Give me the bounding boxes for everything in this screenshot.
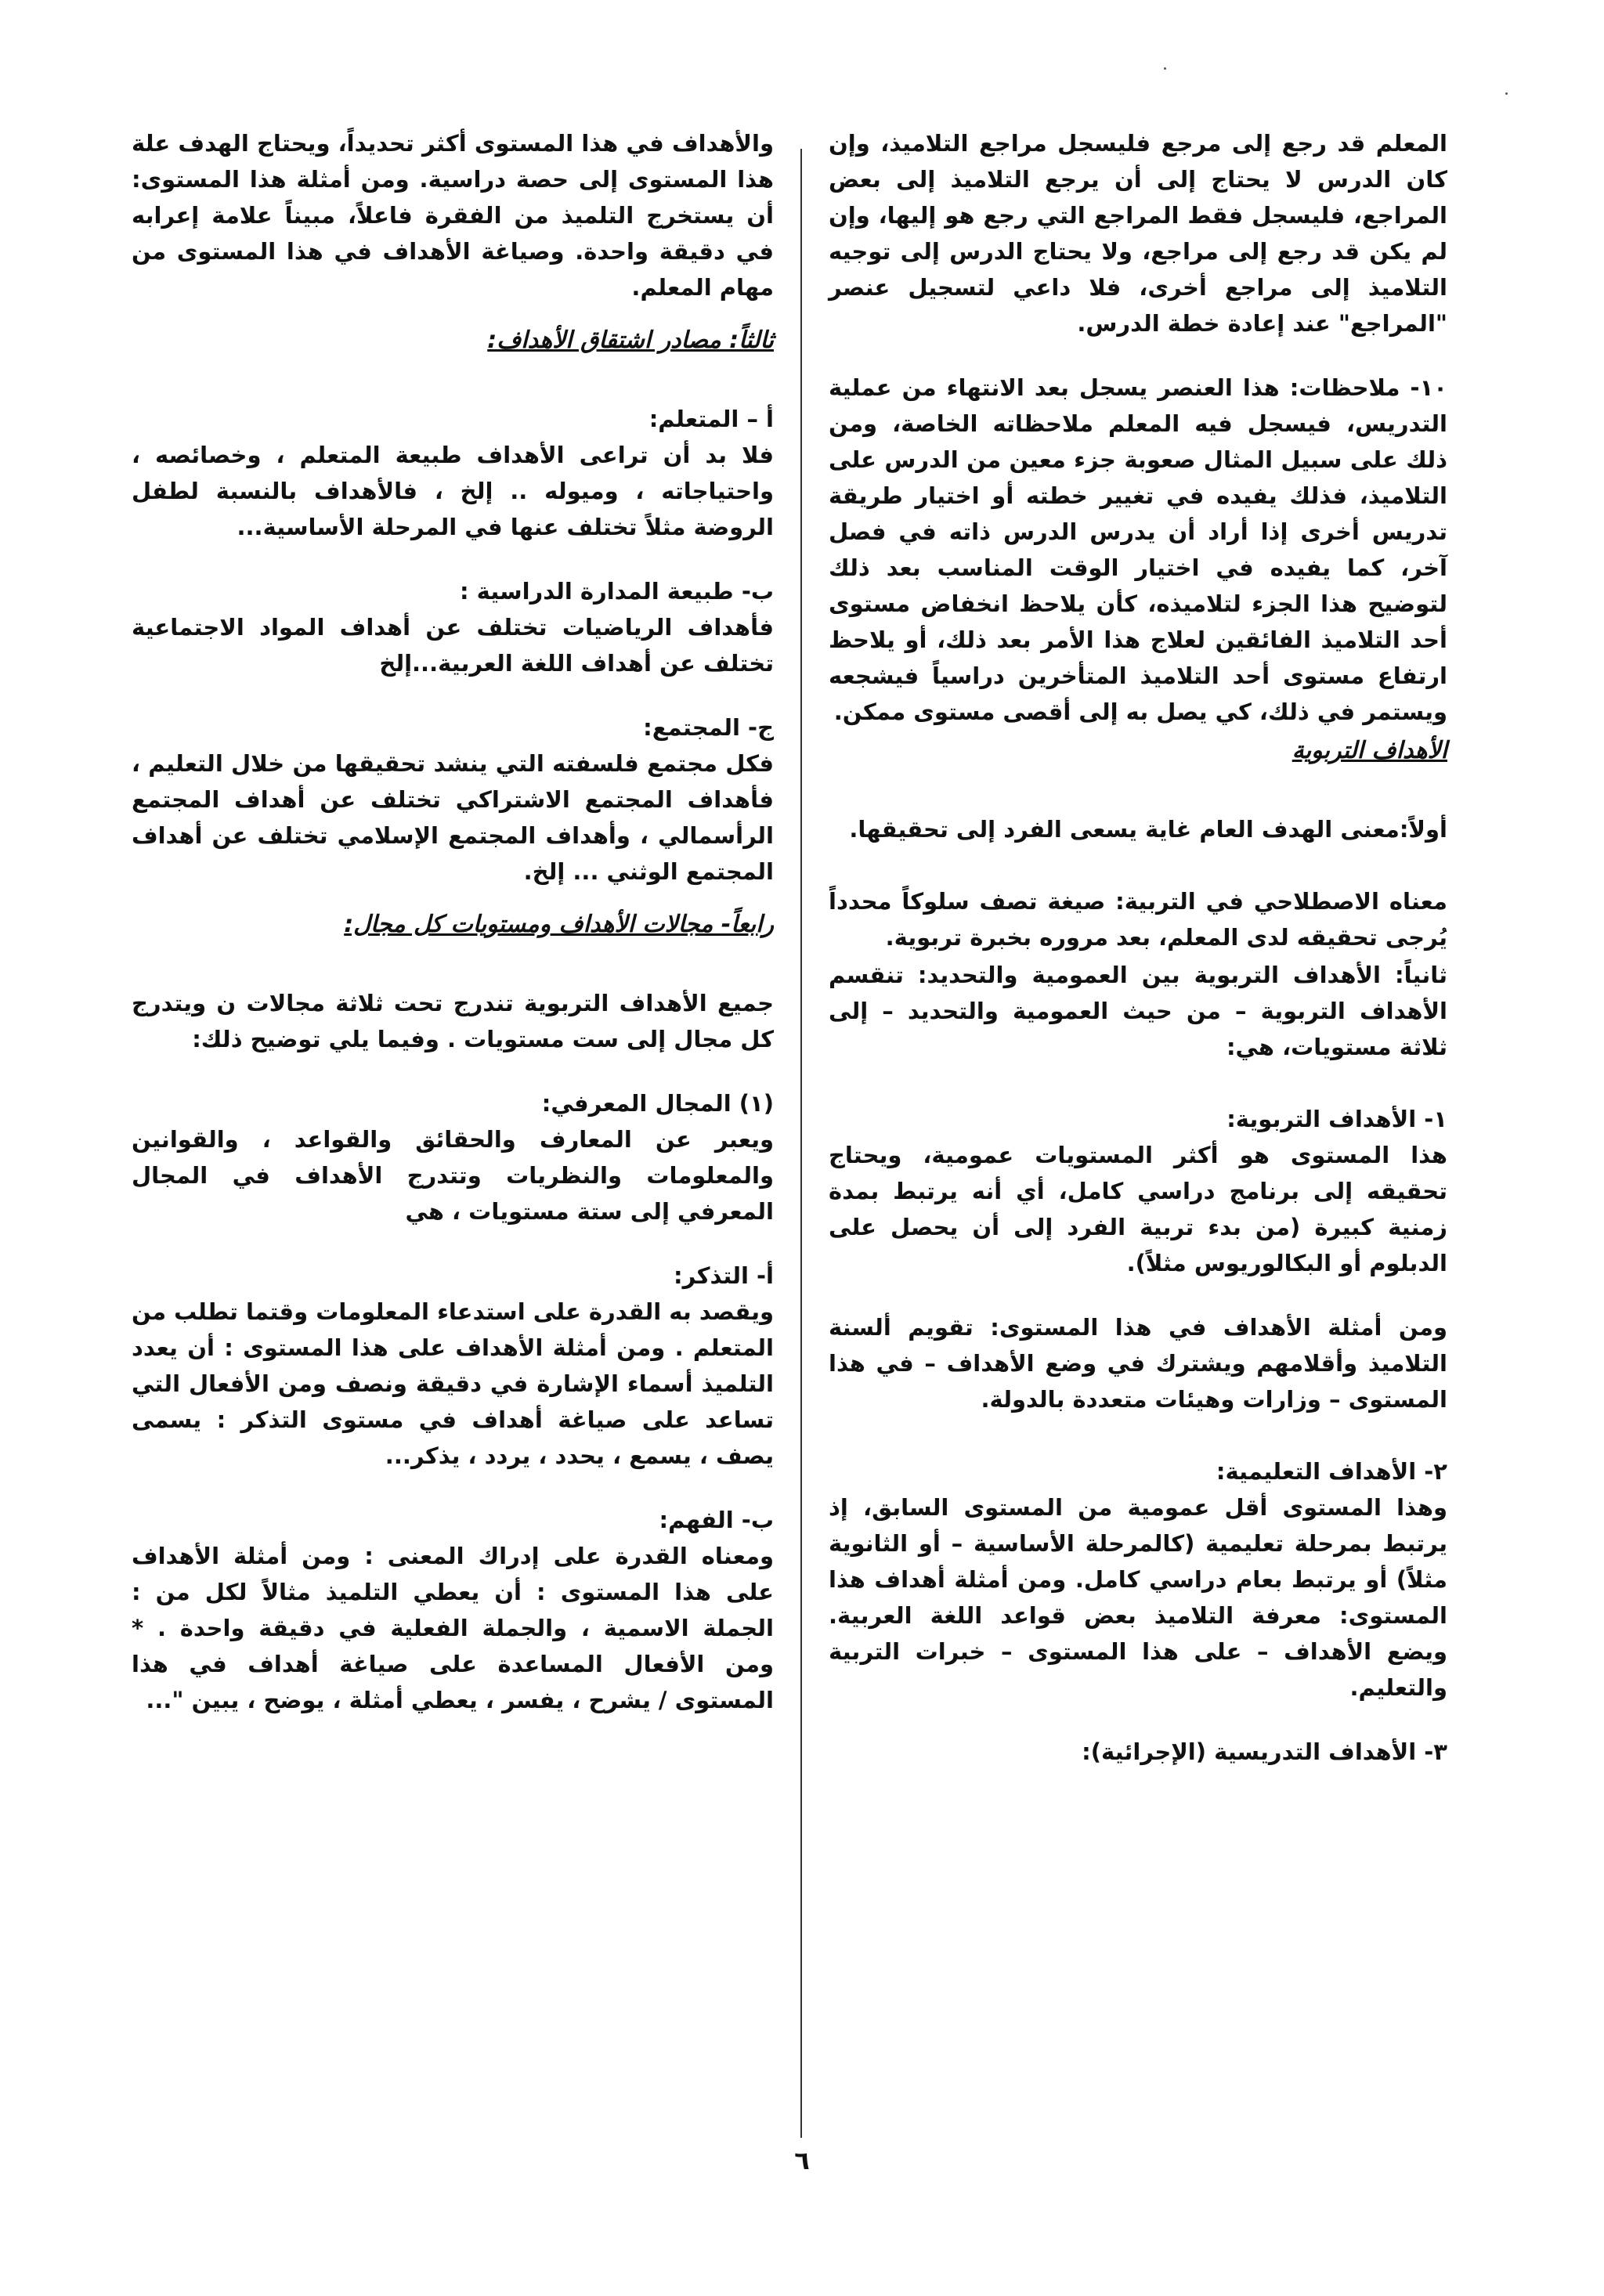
recall-body: ويقصد به القدرة على استدعاء المعلومات وقتما تطلب من المتعلم . ومن أمثلة الأهداف على هذا المستوى : أن يعدد التلميذ أسماء الإشارة في دقيقة ونصف ومن الأفعال التي تساعد على صياغة أهداف في مستوى التذكر : يسمى يصف ، يسمع ، يحدد ، يردد ، يذكر... — [132, 1298, 774, 1469]
heading-domains: رابعاً- مجالات الأهداف ومستويات كل مجال: — [344, 911, 774, 938]
column-divider — [800, 149, 802, 2138]
comprehension-body: ومعناه القدرة على إدراك المعنى : ومن أمثلة الأهداف على هذا المستوى : أن يعطي التلميذ مثالاً لكل من : الجملة الاسمية ، والجملة الفعلية في دقيقة واحدة . * ومن الأفعال المساعدة على صياغة أهداف في هذا المستوى / يشرح ، يفسر ، يعطي أمثلة ، يوضح ، يبين "... — [132, 1543, 774, 1713]
source-b-title: ب- طبيعة المدارة الدراسية : — [459, 578, 774, 605]
left-column — [132, 125, 774, 1746]
cognitive-body: ويعبر عن المعارف والحقائق والقواعد ، والقوانين والمعلومات والنظريات وتتدرج الأهداف في المجال المعرفي إلى ستة مستويات ، هي — [132, 1126, 774, 1225]
heading-sources: ثالثاً: مصادر اشتقاق الأهداف: — [487, 327, 774, 354]
paragraph-first: أولاً:معنى الهدف العام غاية يسعى الفرد إلى تحقيقها. — [849, 816, 1447, 843]
paragraph-second: ثانياً: الأهداف التربوية بين العمومية والتحديد: تنقسم الأهداف التربوية – من حيث العمومية والتحديد – إلى ثلاثة مستويات، هي: — [829, 962, 1447, 1060]
source-a-title: أ – المتعلم: — [648, 406, 774, 432]
item3-title: ٣- الأهداف التدريسية (الإجرائية): — [1082, 1738, 1447, 1765]
item1-body: هذا المستوى هو أكثر المستويات عمومية، ويحتاج تحقيقه إلى برنامج دراسي كامل، أي أنه يرتبط بمدة زمنية كبيرة (من بدء تربية الفرد إلى أن يحصل على الدبلوم أو البكالوريوس مثلاً). — [829, 1142, 1447, 1276]
paragraph-references: المعلم قد رجع إلى مرجع فليسجل مراجع التلاميذ، وإن كان الدرس لا يحتاج إلى أن يرجع التلاميذ إلى بعض المراجع، فليسجل فقط المراجع التي رجع هو إليها، وإن لم يكن قد رجع إلى مراجع، ولا يحتاج الدرس إلى توجيه التلاميذ إلى مراجع أخرى، فلا داعي لتسجيل عنصر "المراجع" عند إعادة خطة الدرس. — [829, 130, 1447, 337]
comprehension-title: ب- الفهم: — [659, 1507, 774, 1533]
paragraph-examples: ومن أمثلة الأهداف في هذا المستوى: تقويم ألسنة التلاميذ وأقلامهم ويشترك في وضع الأهداف – في هذا المستوى – وزارات وهيئات متعددة بالدولة. — [829, 1314, 1447, 1413]
heading-educational-goals: الأهداف التربوية — [1292, 737, 1447, 764]
right-column — [829, 125, 1447, 1770]
item2-body: وهذا المستوى أقل عمومية من المستوى السابق، إذ يرتبط بمرحلة تعليمية (كالمرحلة الأساسية – أو الثانوية مثلاً) أو يرتبط بعام دراسي كامل. ومن أمثلة أهداف هذا المستوى: معرفة التلاميذ بعض قواعد اللغة العربية. ويضع الأهداف – على هذا المستوى – خبرات التربية والتعليم. — [829, 1494, 1447, 1701]
paragraph-domains: جميع الأهداف التربوية تندرج تحت ثلاثة مجالات ن ويتدرج كل مجال إلى ست مستويات . وفيما يلي توضيح ذلك: — [132, 990, 774, 1052]
scan-speck — [1505, 92, 1508, 95]
scan-speck — [1164, 67, 1166, 70]
source-c-title: ج- المجتمع: — [643, 714, 774, 741]
item2-title: ٢- الأهداف التعليمية: — [1216, 1458, 1447, 1485]
source-a-body: فلا بد أن تراعى الأهداف طبيعة المتعلم ، وخصائصه ، واحتياجاته ، وميوله .. إلخ ، فالأهداف بالنسبة لطفل الروضة مثلاً تختلف عنها في المرحلة الأساسية... — [132, 442, 774, 540]
source-c-body: فكل مجتمع فلسفته التي ينشد تحقيقها من خلال التعليم ، فأهداف المجتمع الاشتراكي تختلف عن أهداف المجتمع الرأسمالي ، وأهداف المجتمع الإسلامي تختلف عن أهداف المجتمع الوثني ... إلخ. — [132, 750, 774, 885]
paragraph-term: معناه الاصطلاحي في التربية: صيغة تصف سلوكاً محدداً يُرجى تحقيقه لدى المعلم، بعد مروره بخبرة تربوية. — [829, 888, 1447, 951]
item1-title: ١- الأهداف التربوية: — [1226, 1106, 1447, 1132]
page-number: ٦ — [794, 2146, 810, 2175]
paragraph-intro: والأهداف في هذا المستوى أكثر تحديداً، ويحتاج الهدف علة هذا المستوى إلى حصة دراسية. ومن أمثلة هذا المستوى: أن يستخرج التلميذ من الفقرة فاعلاً، مبيناً علامة إعرابه في دقيقة واحدة. وصياغة الأهداف في هذا المستوى من مهام المعلم. — [132, 130, 774, 301]
source-b-body: فأهداف الرياضيات تختلف عن أهداف المواد الاجتماعية تختلف عن أهداف اللغة العربية...إلخ — [132, 614, 774, 677]
paragraph-notes: ١٠- ملاحظات: هذا العنصر يسجل بعد الانتهاء من عملية التدريس، فيسجل فيه المعلم ملاحظاته الخاصة، ومن ذلك على سبيل المثال صعوبة جزء معين من الدرس على التلاميذ، فذلك يفيده في تغيير خطته أو اختيار طريقة تدريس أخرى إذا أراد أن يدرس الدرس ذاته في فصل آخر، كما يفيده في اختيار الوقت المناسب بعد ذلك لتوضيح هذا الجزء لتلاميذه، كأن يلاحظ انخفاض مستوى أحد التلاميذ الفائقين لعلاج هذا الأمر بعد ذلك، أو يلاحظ ارتفاع مستوى أحد التلاميذ المتأخرين دراسياً فيشجعه ويستمر في ذلك، كي يصل به إلى أقصى مستوى ممكن. — [829, 374, 1447, 725]
recall-title: أ- التذكر: — [674, 1262, 774, 1289]
cognitive-title: (١) المجال المعرفي: — [541, 1090, 774, 1117]
